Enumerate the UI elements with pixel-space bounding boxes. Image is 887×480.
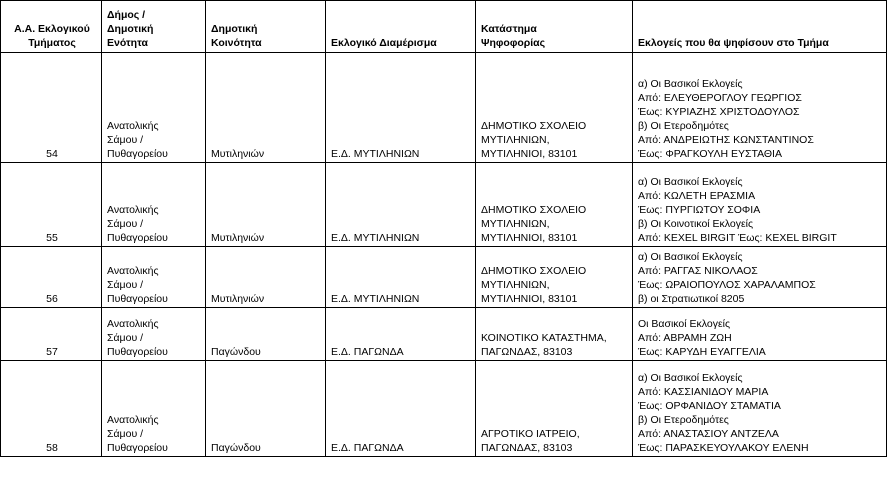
cell-line: α) Οι Βασικοί Εκλογείς	[638, 251, 743, 263]
cell-line: Πυθαγορείου	[107, 442, 168, 454]
community-cell: Παγώνδου	[206, 308, 326, 361]
cell-line: β) οι Στρατιωτικοί 8205	[638, 293, 745, 305]
table-row	[1, 247, 887, 308]
header-community: Δημοτική Κοινότητα	[206, 1, 326, 53]
cell-line: Σάμου /	[107, 134, 144, 146]
cell-line: Ανατολικής	[107, 414, 159, 426]
cell-line: Έως: ΩΡΑΙΟΠΟΥΛΟΣ ΧΑΡΑΛΑΜΠΟΣ	[638, 279, 816, 291]
cell-line: Έως: ΦΡΑΓΚΟΥΛΗ ΕΥΣΤΑΘΙΑ	[638, 148, 782, 160]
table-row	[1, 163, 887, 247]
cell-line: Πυθαγορείου	[107, 293, 168, 305]
cell-line: Έως: ΠΑΡΑΣΚΕΥΟΥΛΑΚΟΥ ΕΛΕΝΗ	[638, 442, 809, 454]
electoral-district-cell: Ε.Δ. ΠΑΓΩΝΔΑ	[326, 361, 476, 457]
table-row	[1, 361, 887, 457]
cell-line: α) Οι Βασικοί Εκλογείς	[638, 372, 743, 384]
cell-line: Ανατολικής	[107, 120, 159, 132]
cell-line: β) Οι Κοινοτικοί Εκλογείς	[638, 218, 754, 230]
cell-line: ΜΥΤΙΛΗΝΙΩΝ,	[481, 134, 550, 146]
header-section-number: Α.Α. Εκλογικού Τμήματος	[1, 1, 102, 53]
cell-line: Από: ΚΑΣΣΙΑΝΙΔΟΥ ΜΑΡΙΑ	[638, 386, 769, 398]
cell-line: Από: ΕΛΕΥΘΕΡΟΓΛΟΥ ΓΕΩΡΓΙΟΣ	[638, 92, 802, 104]
section-number-cell: 57	[1, 308, 102, 361]
section-number-cell: 55	[1, 163, 102, 247]
section-number-cell: 58	[1, 361, 102, 457]
cell-line: Από: ΑΝΔΡΕΙΩΤΗΣ ΚΩΝΣΤΑΝΤΙΝΟΣ	[638, 134, 814, 146]
cell-line: Σάμου /	[107, 279, 144, 291]
voters-cell	[633, 53, 887, 163]
cell-line: ΔΗΜΟΤΙΚΟ ΣΧΟΛΕΙΟ	[481, 204, 587, 216]
cell-line: ΜΥΤΙΛΗΝΙΩΝ,	[481, 218, 550, 230]
cell-line: Από: KEXEL BIRGIT Έως: KEXEL BIRGIT	[638, 232, 837, 244]
cell-line: Οι Βασικοί Εκλογείς	[638, 318, 731, 330]
cell-line: Από: ΚΩΛΕΤΗ ΕΡΑΣΜΙΑ	[638, 190, 756, 202]
header-polling-place: Κατάστημα Ψηφοφορίας	[476, 1, 633, 53]
table-row	[1, 53, 887, 163]
community-cell: Παγώνδου	[206, 361, 326, 457]
header-voters: Εκλογείς που θα ψηφίσουν στο Τμήμα	[633, 1, 887, 53]
cell-line: Πυθαγορείου	[107, 148, 168, 160]
voters-cell	[633, 361, 887, 457]
municipality-cell	[102, 247, 206, 308]
electoral-district-cell: Ε.Δ. ΠΑΓΩΝΔΑ	[326, 308, 476, 361]
cell-line: Έως: ΚΥΡΙΑΖΗΣ ΧΡΙΣΤΟΔΟΥΛΟΣ	[638, 106, 800, 118]
cell-line: α) Οι Βασικοί Εκλογείς	[638, 78, 743, 90]
community-cell: Μυτιληνιών	[206, 53, 326, 163]
municipality-cell	[102, 53, 206, 163]
cell-line: Από: ΑΝΑΣΤΑΣΙΟΥ ΑΝΤΖΕΛΑ	[638, 428, 779, 440]
cell-line: β) Οι Ετεροδημότες	[638, 414, 729, 426]
cell-line: Έως: ΟΡΦΑΝΙΔΟΥ ΣΤΑΜΑΤΙΑ	[638, 400, 781, 412]
cell-line: Ανατολικής	[107, 318, 159, 330]
cell-line: Από: ΑΒΡΑΜΗ ΖΩΗ	[638, 332, 732, 344]
cell-line: Ανατολικής	[107, 265, 159, 277]
cell-line: α) Οι Βασικοί Εκλογείς	[638, 176, 743, 188]
section-number-cell: 56	[1, 247, 102, 308]
cell-line: Σάμου /	[107, 218, 144, 230]
cell-line: Από: ΡΑΓΓΑΣ ΝΙΚΟΛΑΟΣ	[638, 265, 758, 277]
cell-line: ΔΗΜΟΤΙΚΟ ΣΧΟΛΕΙΟ	[481, 120, 587, 132]
municipality-cell	[102, 361, 206, 457]
voters-cell	[633, 308, 887, 361]
header-row	[1, 1, 887, 53]
voters-cell	[633, 247, 887, 308]
cell-line: β) Οι Ετεροδημότες	[638, 120, 729, 132]
community-cell: Μυτιληνιών	[206, 163, 326, 247]
cell-line: ΜΥΤΙΛΗΝΙΟΙ, 83101	[481, 293, 578, 305]
cell-line: Πυθαγορείου	[107, 346, 168, 358]
electoral-district-cell: Ε.Δ. ΜΥΤΙΛΗΝΙΩΝ	[326, 53, 476, 163]
cell-line: Έως: ΚΑΡΥΔΗ ΕΥΑΓΓΕΛΙΑ	[638, 346, 766, 358]
cell-line: Πυθαγορείου	[107, 232, 168, 244]
cell-line: ΜΥΤΙΛΗΝΙΟΙ, 83101	[481, 232, 578, 244]
voters-cell	[633, 163, 887, 247]
cell-line: ΑΓΡΟΤΙΚΟ ΙΑΤΡΕΙΟ,	[481, 428, 580, 440]
cell-line: ΚΟΙΝΟΤΙΚΟ ΚΑΤΑΣΤΗΜΑ,	[481, 332, 607, 344]
polling-place-cell	[476, 53, 633, 163]
table-row	[1, 308, 887, 361]
polling-place-cell	[476, 247, 633, 308]
header-electoral-district: Εκλογικό Διαμέρισμα	[326, 1, 476, 53]
cell-line: ΠΑΓΩΝΔΑΣ, 83103	[481, 442, 573, 454]
cell-line: ΔΗΜΟΤΙΚΟ ΣΧΟΛΕΙΟ	[481, 265, 587, 277]
polling-place-cell	[476, 308, 633, 361]
header-municipality: Δήμος / Δημοτική Ενότητα	[102, 1, 206, 53]
cell-line: Σάμου /	[107, 332, 144, 344]
electoral-district-cell: Ε.Δ. ΜΥΤΙΛΗΝΙΩΝ	[326, 247, 476, 308]
polling-place-cell	[476, 361, 633, 457]
municipality-cell	[102, 163, 206, 247]
community-cell: Μυτιληνιών	[206, 247, 326, 308]
cell-line: ΜΥΤΙΛΗΝΙΩΝ,	[481, 279, 550, 291]
municipality-cell	[102, 308, 206, 361]
cell-line: Ανατολικής	[107, 204, 159, 216]
polling-place-cell	[476, 163, 633, 247]
cell-line: Έως: ΠΥΡΓΙΩΤΟΥ ΣΟΦΙΑ	[638, 204, 761, 216]
cell-line: ΜΥΤΙΛΗΝΙΟΙ, 83101	[481, 148, 578, 160]
cell-line: Σάμου /	[107, 428, 144, 440]
electoral-district-cell: Ε.Δ. ΜΥΤΙΛΗΝΙΩΝ	[326, 163, 476, 247]
cell-line: ΠΑΓΩΝΔΑΣ, 83103	[481, 346, 573, 358]
section-number-cell: 54	[1, 53, 102, 163]
